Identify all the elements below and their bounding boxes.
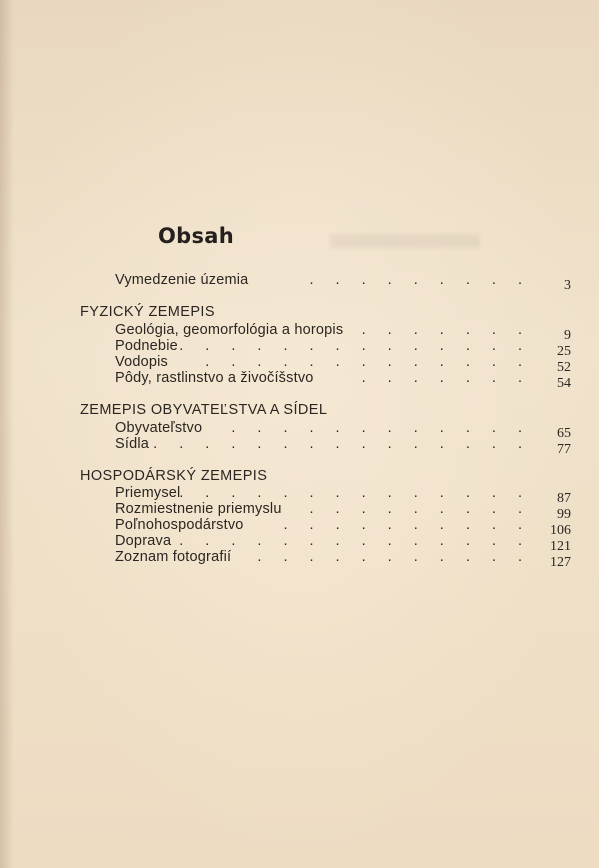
- toc-entry: [0, 549, 599, 570]
- toc-leader-dots: . . . . . . . . . . . . .: [205, 354, 531, 370]
- toc-leader-dots: . . . . . . . . . . .: [257, 549, 531, 565]
- toc-entry-label: Geológia, geomorfológia a horopis: [115, 322, 344, 338]
- toc-entry: [0, 272, 599, 293]
- toc-page-number: 106: [550, 523, 571, 538]
- section-heading: HOSPODÁRSKÝ ZEMEPIS: [80, 468, 268, 484]
- toc-page-number: 25: [557, 344, 571, 359]
- toc-page-number: 3: [564, 278, 571, 293]
- toc-entry-label: Rozmiestnenie priemyslu: [115, 501, 282, 517]
- toc-page-number: 121: [550, 539, 571, 554]
- toc-entry-label: Priemysel: [115, 485, 181, 501]
- toc-page-number: 77: [557, 442, 571, 457]
- toc-entry-label: Vodopis: [115, 354, 168, 370]
- toc-entry: [0, 436, 599, 457]
- toc-entry-label: Vymedzenie územia: [115, 272, 249, 288]
- toc-entry-label: Sídla: [115, 436, 150, 452]
- toc-page-number: 52: [557, 360, 571, 375]
- toc-entry-label: Pôdy, rastlinstvo a živočíšstvo: [115, 370, 314, 386]
- toc-entry-label: Zoznam fotografií: [115, 549, 232, 565]
- toc-leader-dots: . . . . . . . . .: [309, 501, 531, 517]
- toc-leader-dots: . . . . . . . . . . . .: [231, 420, 531, 436]
- toc-leader-dots: . . . . . . .: [361, 322, 531, 338]
- section-heading: ZEMEPIS OBYVATEĽSTVA A SÍDEL: [80, 402, 328, 418]
- section-heading: FYZICKÝ ZEMEPIS: [80, 304, 215, 320]
- toc-leader-dots: . . . . . . . . . . . . . . .: [153, 436, 531, 452]
- toc-page-number: 65: [557, 426, 571, 441]
- toc-leader-dots: . . . . . . . . . . . . . .: [179, 485, 531, 501]
- page-title: Obsah: [158, 224, 235, 248]
- toc-entry: [0, 370, 599, 391]
- toc-leader-dots: . . . . . . . . . . . . . .: [179, 533, 531, 549]
- toc-leader-dots: . . . . . . .: [361, 370, 531, 386]
- toc-page-number: 99: [557, 507, 571, 522]
- toc-leader-dots: . . . . . . . . .: [309, 272, 531, 288]
- toc-leader-dots: . . . . . . . . . . . . . .: [179, 338, 531, 354]
- toc-entry-label: Podnebie: [115, 338, 178, 354]
- toc-entry-label: Poľnohospodárstvo: [115, 517, 244, 533]
- toc-page-number: 54: [557, 376, 571, 391]
- toc-entry-label: Obyvateľstvo: [115, 420, 203, 436]
- toc-leader-dots: . . . . . . . . . .: [283, 517, 531, 533]
- toc-page-number: 87: [557, 491, 571, 506]
- toc-page-number: 127: [550, 555, 571, 570]
- toc-entry-label: Doprava: [115, 533, 172, 549]
- toc-page-number: 9: [564, 328, 571, 343]
